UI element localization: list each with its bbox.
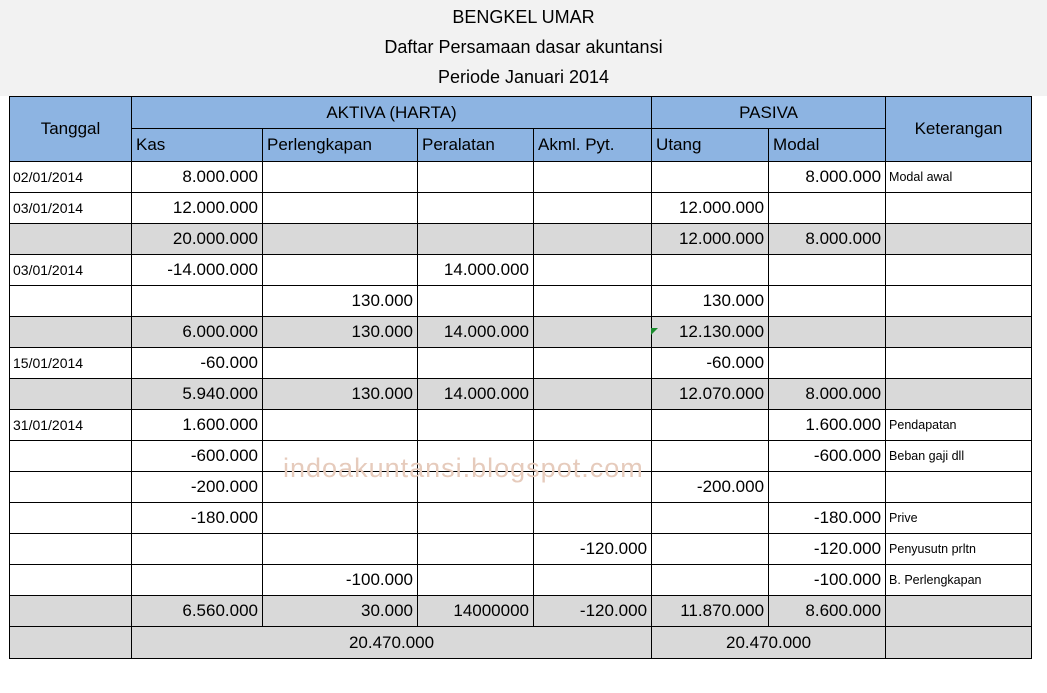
cell-utang: 130.000 <box>652 286 769 317</box>
cell-keterangan <box>886 348 1032 379</box>
cell-utang: -60.000 <box>652 348 769 379</box>
total-aktiva: 20.470.000 <box>132 627 652 659</box>
table-row <box>10 379 1032 410</box>
cell-date <box>10 379 132 410</box>
table-row <box>10 596 1032 627</box>
header-keterangan: Keterangan <box>886 97 1032 162</box>
cell-kas: -60.000 <box>132 348 263 379</box>
table-row <box>10 162 1032 193</box>
cell-date: 15/01/2014 <box>10 348 132 379</box>
cell-kas: 12.000.000 <box>132 193 263 224</box>
cell-kas: -180.000 <box>132 503 263 534</box>
cell-perlengkapan: 130.000 <box>263 286 418 317</box>
total-empty-cell <box>10 627 132 659</box>
cell-keterangan <box>886 193 1032 224</box>
cell-utang: 12.000.000 <box>652 224 769 255</box>
cell-akml <box>534 162 652 193</box>
cell-date <box>10 534 132 565</box>
cell-keterangan <box>886 286 1032 317</box>
cell-akml <box>534 286 652 317</box>
cell-comment-indicator <box>651 328 658 335</box>
cell-peralatan <box>418 565 534 596</box>
cell-peralatan <box>418 193 534 224</box>
cell-kas: -600.000 <box>132 441 263 472</box>
cell-perlengkapan: -100.000 <box>263 565 418 596</box>
cell-perlengkapan <box>263 348 418 379</box>
cell-utang <box>652 410 769 441</box>
total-pasiva: 20.470.000 <box>652 627 886 659</box>
cell-utang: 12.070.000 <box>652 379 769 410</box>
table-row <box>10 472 1032 503</box>
cell-modal <box>769 193 886 224</box>
cell-kas: -14.000.000 <box>132 255 263 286</box>
cell-utang <box>652 534 769 565</box>
cell-date <box>10 503 132 534</box>
cell-utang <box>652 441 769 472</box>
cell-akml: -120.000 <box>534 534 652 565</box>
cell-akml <box>534 503 652 534</box>
cell-date <box>10 596 132 627</box>
cell-perlengkapan <box>263 162 418 193</box>
cell-keterangan: Modal awal <box>886 162 1032 193</box>
cell-date <box>10 472 132 503</box>
table-row <box>10 224 1032 255</box>
header-perlengkapan: Perlengkapan <box>263 129 418 162</box>
cell-akml <box>534 317 652 348</box>
cell-keterangan: Beban gaji dll <box>886 441 1032 472</box>
total-row <box>10 627 1032 659</box>
cell-kas <box>132 565 263 596</box>
cell-perlengkapan <box>263 224 418 255</box>
table-row <box>10 255 1032 286</box>
cell-keterangan: Pendapatan <box>886 410 1032 441</box>
header-kas: Kas <box>132 129 263 162</box>
cell-modal <box>769 286 886 317</box>
cell-modal <box>769 472 886 503</box>
cell-akml <box>534 193 652 224</box>
cell-kas: 20.000.000 <box>132 224 263 255</box>
cell-peralatan: 14000000 <box>418 596 534 627</box>
cell-modal <box>769 317 886 348</box>
company-title: BENGKEL UMAR <box>452 7 595 27</box>
cell-kas <box>132 534 263 565</box>
cell-date <box>10 441 132 472</box>
cell-peralatan <box>418 534 534 565</box>
header-utang: Utang <box>652 129 769 162</box>
cell-peralatan <box>418 348 534 379</box>
header-tanggal: Tanggal <box>10 97 132 162</box>
total-ket-cell <box>886 627 1032 659</box>
cell-kas: 5.940.000 <box>132 379 263 410</box>
cell-date: 03/01/2014 <box>10 193 132 224</box>
cell-keterangan <box>886 596 1032 627</box>
cell-kas <box>132 286 263 317</box>
cell-akml <box>534 565 652 596</box>
cell-perlengkapan <box>263 255 418 286</box>
table-row <box>10 441 1032 472</box>
cell-peralatan <box>418 503 534 534</box>
cell-kas: 6.560.000 <box>132 596 263 627</box>
header-modal: Modal <box>769 129 886 162</box>
cell-kas: -200.000 <box>132 472 263 503</box>
cell-peralatan: 14.000.000 <box>418 379 534 410</box>
cell-peralatan <box>418 410 534 441</box>
cell-modal: -100.000 <box>769 565 886 596</box>
report-period: Periode Januari 2014 <box>437 67 610 87</box>
cell-peralatan <box>418 472 534 503</box>
cell-keterangan: B. Perlengkapan <box>886 565 1032 596</box>
table-row <box>10 565 1032 596</box>
cell-date: 31/01/2014 <box>10 410 132 441</box>
cell-peralatan <box>418 162 534 193</box>
cell-perlengkapan <box>263 534 418 565</box>
cell-akml <box>534 255 652 286</box>
cell-kas: 1.600.000 <box>132 410 263 441</box>
cell-modal <box>769 348 886 379</box>
cell-date <box>10 565 132 596</box>
cell-keterangan: Penyusutn prltn <box>886 534 1032 565</box>
cell-akml <box>534 348 652 379</box>
cell-modal: 8.000.000 <box>769 162 886 193</box>
cell-perlengkapan: 130.000 <box>263 379 418 410</box>
cell-perlengkapan: 130.000 <box>263 317 418 348</box>
cell-keterangan <box>886 317 1032 348</box>
cell-perlengkapan: 30.000 <box>263 596 418 627</box>
cell-perlengkapan <box>263 472 418 503</box>
cell-utang <box>652 255 769 286</box>
cell-peralatan <box>418 441 534 472</box>
cell-utang: -200.000 <box>652 472 769 503</box>
cell-keterangan <box>886 255 1032 286</box>
cell-modal: 8.000.000 <box>769 379 886 410</box>
cell-perlengkapan <box>263 503 418 534</box>
cell-keterangan <box>886 472 1032 503</box>
cell-akml: -120.000 <box>534 596 652 627</box>
cell-peralatan: 14.000.000 <box>418 255 534 286</box>
cell-modal: 8.600.000 <box>769 596 886 627</box>
cell-kas: 8.000.000 <box>132 162 263 193</box>
cell-modal: 8.000.000 <box>769 224 886 255</box>
cell-peralatan <box>418 286 534 317</box>
header-pasiva: PASIVA <box>652 97 886 129</box>
cell-keterangan <box>886 224 1032 255</box>
cell-date: 02/01/2014 <box>10 162 132 193</box>
cell-date <box>10 286 132 317</box>
cell-akml <box>534 379 652 410</box>
cell-utang <box>652 162 769 193</box>
cell-akml <box>534 441 652 472</box>
cell-akml <box>534 224 652 255</box>
cell-date: 03/01/2014 <box>10 255 132 286</box>
cell-keterangan: Prive <box>886 503 1032 534</box>
cell-utang <box>652 503 769 534</box>
table-row <box>10 317 1032 348</box>
header-akml: Akml. Pyt. <box>534 129 652 162</box>
table-row <box>10 286 1032 317</box>
cell-kas: 6.000.000 <box>132 317 263 348</box>
cell-modal: -180.000 <box>769 503 886 534</box>
cell-modal: -600.000 <box>769 441 886 472</box>
cell-modal: -120.000 <box>769 534 886 565</box>
cell-peralatan: 14.000.000 <box>418 317 534 348</box>
title-area <box>0 0 1047 96</box>
table-row <box>10 503 1032 534</box>
table-row <box>10 534 1032 565</box>
cell-akml <box>534 472 652 503</box>
cell-utang: 11.870.000 <box>652 596 769 627</box>
header-peralatan: Peralatan <box>418 129 534 162</box>
cell-date <box>10 224 132 255</box>
table-row <box>10 348 1032 379</box>
cell-perlengkapan <box>263 193 418 224</box>
cell-utang <box>652 565 769 596</box>
cell-utang: 12.000.000 <box>652 193 769 224</box>
cell-utang: 12.130.000 <box>652 317 769 348</box>
cell-modal: 1.600.000 <box>769 410 886 441</box>
accounting-equation-table <box>9 96 1032 659</box>
watermark-text: indoakuntansi.blogspot.com <box>283 453 644 483</box>
cell-perlengkapan <box>263 441 418 472</box>
cell-modal <box>769 255 886 286</box>
table-row <box>10 193 1032 224</box>
report-subtitle: Daftar Persamaan dasar akuntansi <box>384 37 663 57</box>
table-row <box>10 410 1032 441</box>
cell-date <box>10 317 132 348</box>
cell-peralatan <box>418 224 534 255</box>
cell-keterangan <box>886 379 1032 410</box>
cell-perlengkapan <box>263 410 418 441</box>
header-aktiva: AKTIVA (HARTA) <box>132 97 652 129</box>
cell-akml <box>534 410 652 441</box>
